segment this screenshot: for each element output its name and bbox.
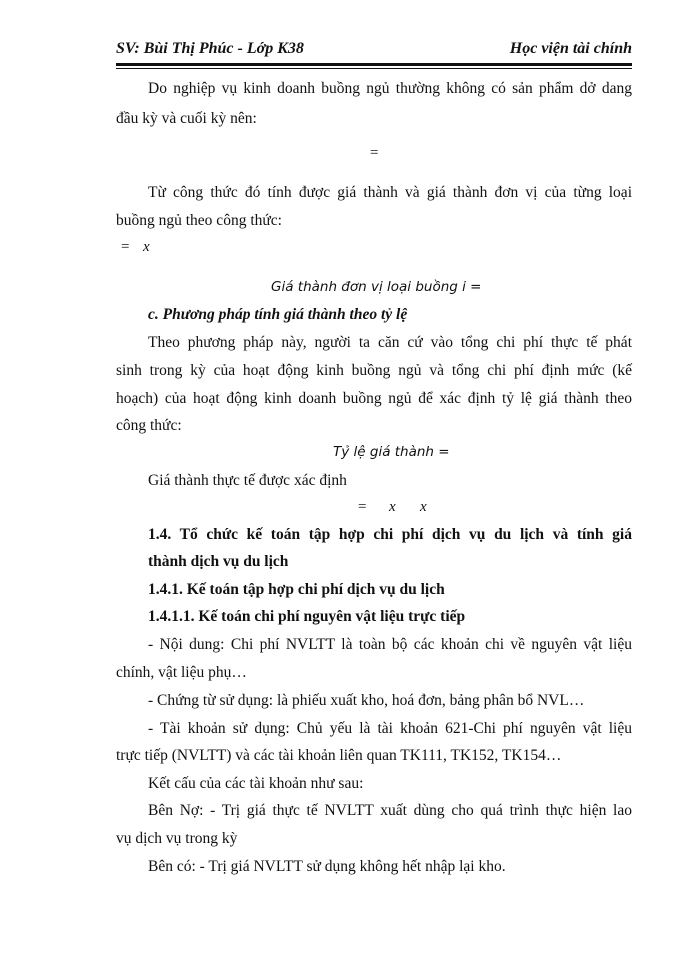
section-heading-1-4: 1.4. Tổ chức kế toán tập hợp chi phí dịch vụ du lịch và tính giá [148, 526, 632, 543]
header-rule-thin [116, 68, 632, 69]
bullet-line: trực tiếp (NVLTT) và các tài khoản liên quan TK111, TK152, TK154… [116, 747, 562, 764]
header-institution: Học viện tài chính [509, 40, 632, 57]
section-heading-1-4-cont: thành dịch vụ du lịch [148, 553, 289, 570]
paragraph-line: buồng ngủ theo công thức: [116, 212, 282, 229]
paragraph-line: công thức: [116, 417, 182, 434]
paragraph-line: Theo phương pháp này, người ta căn cứ vào tổng chi phí thực tế phát [148, 334, 632, 351]
section-heading-c: c. Phương pháp tính giá thành theo tỷ lệ [148, 306, 408, 323]
paragraph-line: sinh trong kỳ của hoạt động kinh buồng ngủ và tổng chi phí định mức (kế [116, 362, 632, 379]
formula-equals: = [121, 239, 130, 255]
formula-equals: = [358, 499, 367, 515]
page-header [116, 36, 632, 62]
formula-times: x [420, 499, 427, 515]
bullet-line: - Nội dung: Chi phí NVLTT là toàn bộ các khoản chi về nguyên vật liệu [148, 636, 632, 653]
paragraph-line: đầu kỳ và cuối kỳ nên: [116, 110, 257, 127]
formula-times: x [389, 499, 396, 515]
paragraph-line: Giá thành thực tế được xác định [148, 472, 347, 489]
header-rule-thick [116, 63, 632, 66]
paragraph-line: Kết cấu của các tài khoản như sau: [148, 775, 364, 792]
formula-unit-price: Giá thành đơn vị loại buồng i = [271, 279, 482, 295]
paragraph-line: Bên có: - Trị giá NVLTT sử dụng không hết nhập lại kho. [148, 858, 506, 875]
section-heading-1-4-1: 1.4.1. Kế toán tập hợp chi phí dịch vụ du lịch [148, 581, 445, 598]
header-author: SV: Bùi Thị Phúc - Lớp K38 [116, 40, 304, 57]
formula-times: x [143, 239, 150, 255]
paragraph-line: Do nghiệp vụ kinh doanh buồng ngủ thường không có sản phẩm dở dang [148, 80, 632, 97]
paragraph-line: vụ dịch vụ trong kỳ [116, 830, 238, 847]
formula-ratio: Tỷ lệ giá thành = [333, 444, 450, 460]
paragraph-line: hoạch) của hoạt động kinh doanh buồng ngủ để xác định tỷ lệ giá thành theo [116, 390, 632, 407]
bullet-line: chính, vật liệu phụ… [116, 664, 247, 681]
paragraph-line: Từ công thức đó tính được giá thành và giá thành đơn vị của từng loại [148, 184, 632, 201]
section-heading-1-4-1-1: 1.4.1.1. Kế toán chi phí nguyên vật liệu trực tiếp [148, 608, 466, 625]
formula-equals: = [370, 145, 379, 161]
bullet-line: - Tài khoản sử dụng: Chủ yếu là tài khoản 621-Chi phí nguyên vật liệu [148, 720, 632, 737]
bullet-line: - Chứng từ sử dụng: là phiếu xuất kho, hoá đơn, bảng phân bổ NVL… [148, 692, 585, 709]
paragraph-line: Bên Nợ: - Trị giá thực tế NVLTT xuất dùng cho quá trình thực hiện lao [148, 802, 632, 819]
